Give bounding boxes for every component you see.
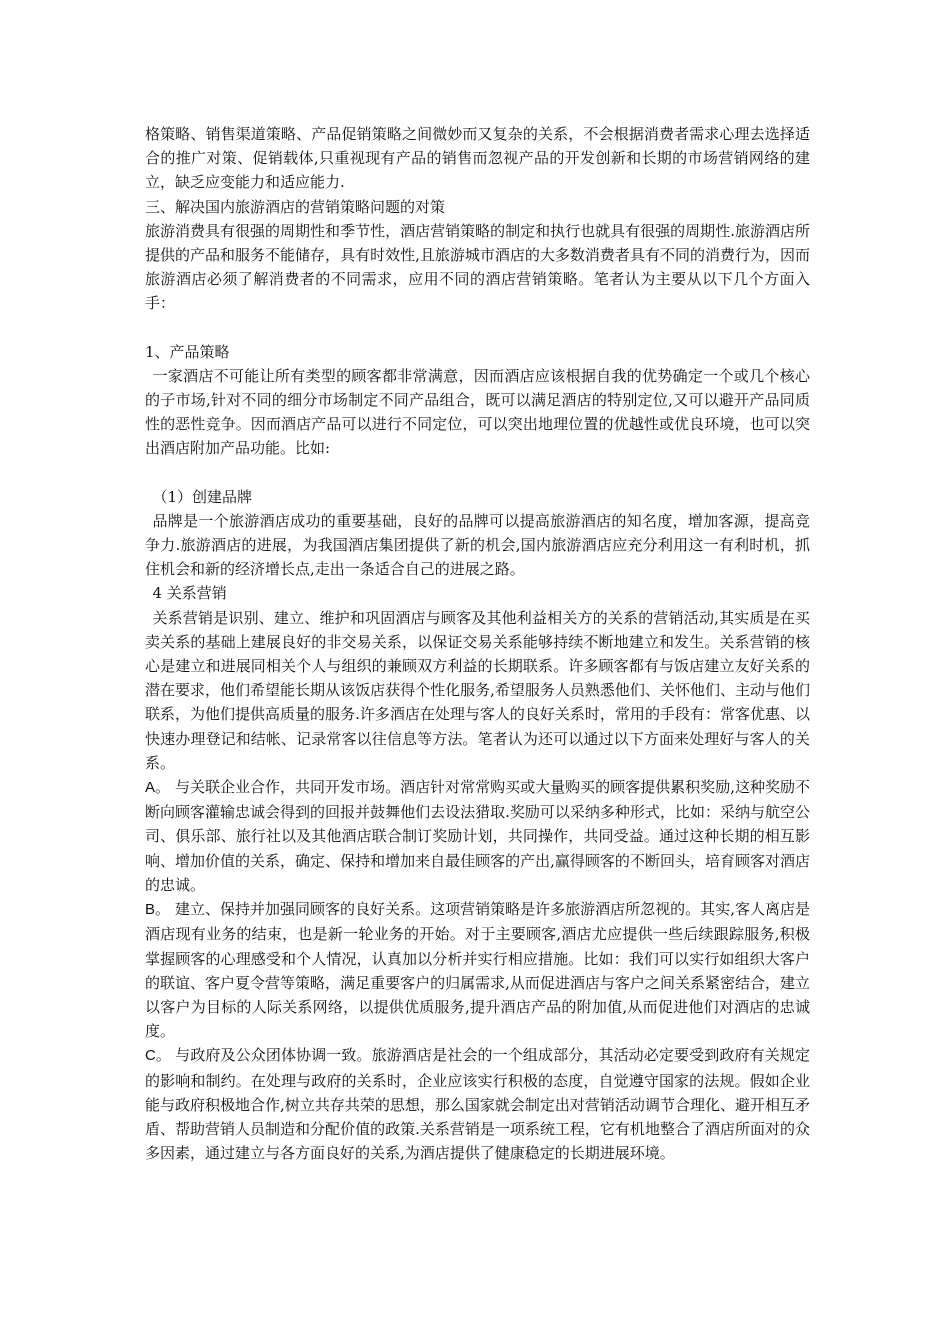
blank-line xyxy=(145,461,810,485)
list-item-b xyxy=(145,897,810,1043)
list-marker-a: A。 xyxy=(145,779,171,797)
product-strategy-paragraph: 一家酒店不可能让所有类型的顾客都非常满意，因而酒店应该根据自我的优势确定一个或几个核心的子市场,针对不同的细分市场制定不同产品组合，既可以满足酒店的特别定位,又可以避开产品同质性的恶性竞争。因而酒店产品可以进行不同定位，可以突出地理位置的优越性或优良环境，也可以突出酒店附加产品功能。比如: xyxy=(145,366,810,458)
brand-heading: （1）创建品牌 xyxy=(152,487,253,506)
intro-paragraph: 格策略、销售渠道策略、产品促销策略之间微妙而又复杂的关系，不会根据消费者需求心理去选择适合的推广对策、促销载体,只重视现有产品的销售而忽视产品的开发创新和长期的市场营销网络的建立，缺乏应变能力和适应能力. xyxy=(145,125,810,192)
list-text-c: 与政府及公众团体协调一致。旅游酒店是社会的一个组成部分，其活动必定要受到政府有关规定的影响和制约。在处理与政府的关系时，企业应该实行积极的态度，自觉遵守国家的法规。假如企业能与政府积极地合作,树立共存共荣的思想，那么国家就会制定出对营销活动调节合理化、避开相互矛盾、帮助营销人员制造和分配价值的政策.关系营销是一项系统工程，它有机地整合了酒店所面对的众多因素，通过建立与各方面良好的关系,为酒店提供了健康稳定的长期进展环境。 xyxy=(145,1046,810,1163)
list-marker-b: B。 xyxy=(145,901,171,919)
list-marker-c: C。 xyxy=(145,1047,171,1065)
list-text-b: 建立、保持并加强同顾客的良好关系。这项营销策略是许多旅游酒店所忽视的。其实,客人离店是酒店现有业务的结束，也是新一轮业务的开始。对于主要顾客,酒店尤应提供一些后续跟踪服务,积极掌握顾客的心理感受和个人情况，认真加以分析并实行相应措施。比如：我们可以实行如组织大客户的联谊、客户夏令营等策略，满足重要客户的归属需求,从而促进酒店与客户之间关系紧密结合，建立以客户为目标的人际关系网络，以提供优质服务,提升酒店产品的附加值,从而促进他们对酒店的忠诚度。 xyxy=(145,900,810,1041)
relationship-marketing-paragraph: 关系营销是识别、建立、维护和巩固酒店与顾客及其他利益相关方的关系的营销活动,其实质是在买卖关系的基础上建展良好的非交易关系，以保证交易关系能够持续不断地建立和发生。关系营销的核心是建立和进展同相关个人与组织的兼顾双方利益的长期联系。许多顾客都有与饭店建立友好关系的潜在要求，他们希望能长期从该饭店获得个性化服务,希望服务人员熟悉他们、关怀他们、主动与他们联系，为他们提供高质量的服务.许多酒店在处理与客人的良好关系时，常用的手段有：常客优惠、以快速办理登记和结帐、记录常客以往信息等方法。笔者认为还可以通过以下方面来处理好与客人的关系。 xyxy=(145,608,810,772)
list-item-c xyxy=(145,1043,810,1165)
product-strategy-heading: 1、产品策略 xyxy=(145,342,230,361)
list-text-a: 与关联企业合作，共同开发市场。酒店针对常常购买或大量购买的顾客提供累积奖励,这种奖励不断向顾客灌输忠诚会得到的回报并鼓舞他们去设法猎取.奖励可以采纳多种形式，比如：采纳与航空公司、俱乐部、旅行社以及其他酒店联合制订奖励计划，共同操作，共同受益。通过这种长期的相互影响、增加价值的关系，确定、保持和增加来自最佳顾客的产出,赢得顾客的不断回头，培育顾客对酒店的忠诚。 xyxy=(145,778,810,894)
list-item-a xyxy=(145,775,810,897)
relationship-marketing-heading: 4 关系营销 xyxy=(152,584,227,603)
document-body xyxy=(145,122,810,1165)
section-3-paragraph: 旅游消费具有很强的周期性和季节性，酒店营销策略的制定和执行也就具有很强的周期性.旅游酒店所提供的产品和服务不能储存，具有时效性,且旅游城市酒店的大多数消费者具有不同的消费行为，因而旅游酒店必须了解消费者的不同需求，应用不同的酒店营销策略。笔者认为主要从以下几个方面入手： xyxy=(145,221,810,313)
blank-line xyxy=(145,316,810,340)
brand-paragraph: 品牌是一个旅游酒店成功的重要基础，良好的品牌可以提高旅游酒店的知名度，增加客源，提高竞争力.旅游酒店的进展，为我国酒店集团提供了新的机会,国内旅游酒店应充分利用这一有利时机，抓住机会和新的经济增长点,走出一条适合自己的进展之路。 xyxy=(145,511,810,579)
section-3-heading: 三、解决国内旅游酒店的营销策略问题的对策 xyxy=(145,197,446,216)
